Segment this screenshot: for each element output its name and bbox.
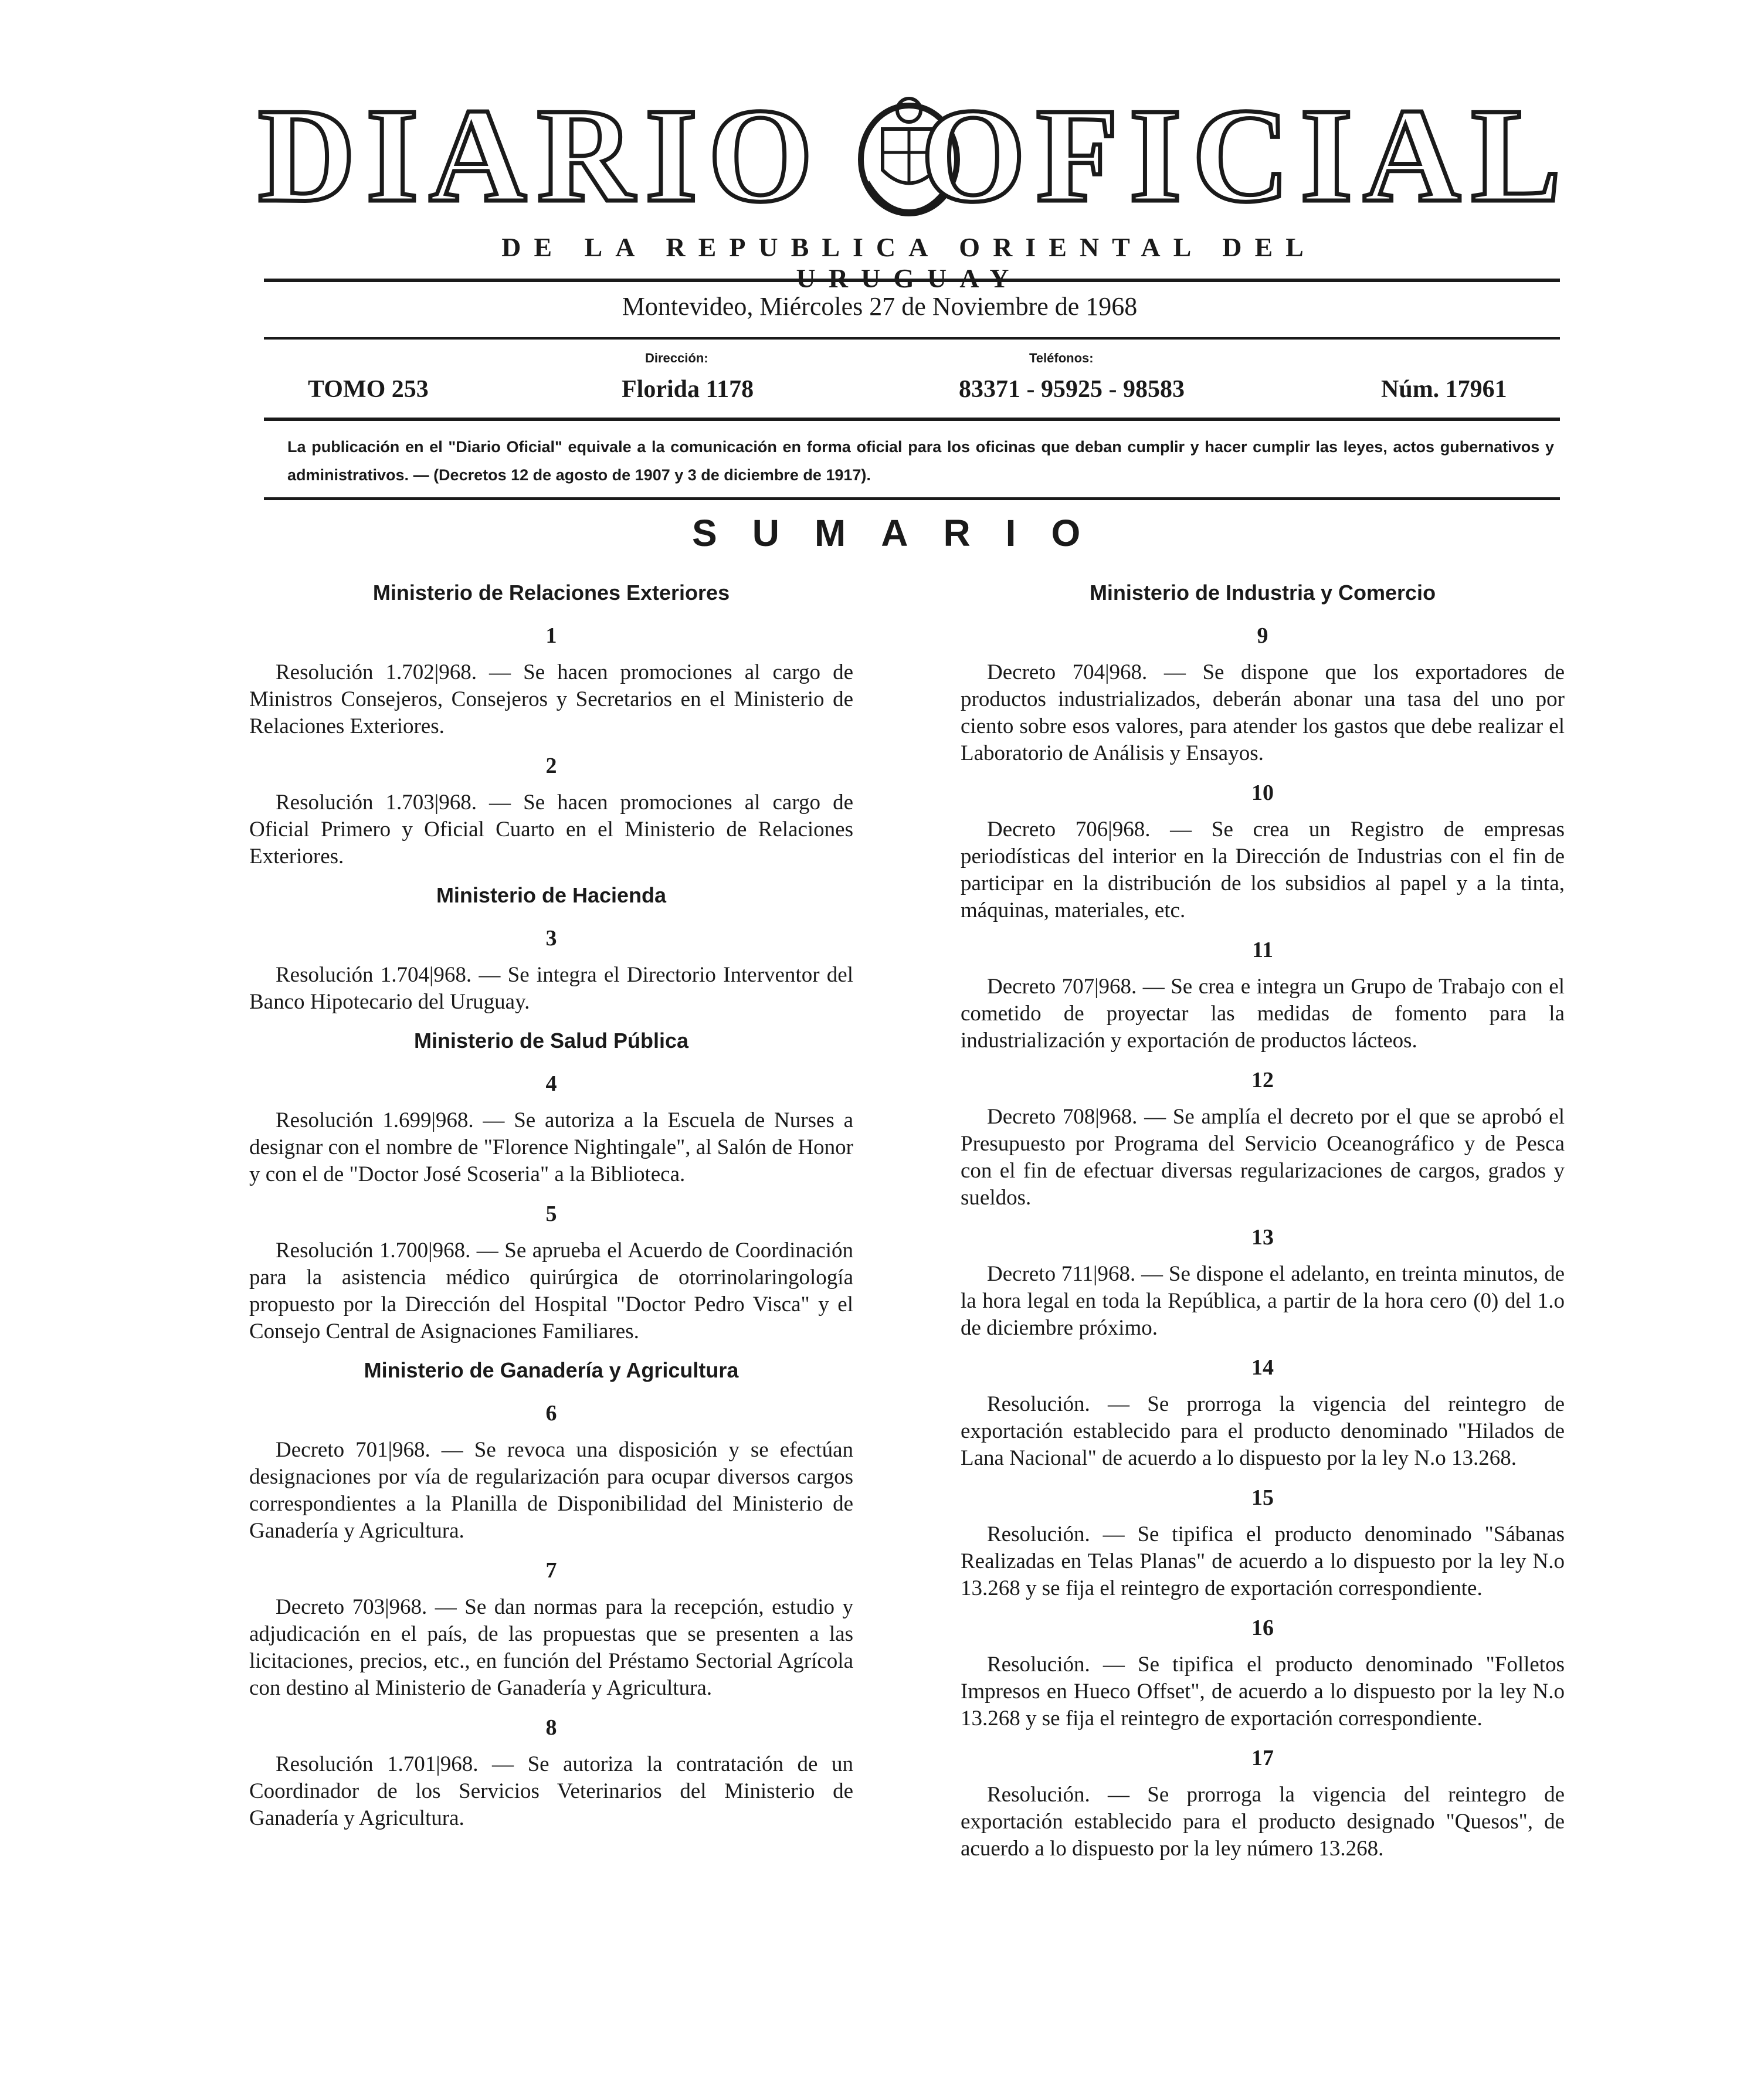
item-number: 2 xyxy=(545,754,557,778)
item-number: 3 xyxy=(545,926,557,951)
item-number: 10 xyxy=(1251,781,1274,805)
masthead xyxy=(258,80,1572,230)
item-number: 7 xyxy=(545,1558,557,1583)
ministry-heading: Ministerio de Industria y Comercio xyxy=(1089,581,1436,605)
summary-entry: Resolución 1.701|968. — Se autoriza la contratación de un Coordinador de los Servicios Veterinarios del Ministerio de Ganadería y Agricultura. xyxy=(249,1752,853,1830)
direccion-label: Dirección: xyxy=(645,351,708,365)
ministry-heading: Ministerio de Salud Pública xyxy=(413,1029,689,1053)
item-number: 5 xyxy=(545,1202,557,1226)
ministry-heading: Ministerio de Relaciones Exteriores xyxy=(372,581,730,605)
item-number: 14 xyxy=(1251,1355,1274,1380)
item-number: 12 xyxy=(1251,1068,1274,1092)
item-number: 16 xyxy=(1251,1616,1274,1640)
summary-entry: Resolución 1.704|968. — Se integra el Directorio Interventor del Banco Hipotecario del Uruguay. xyxy=(249,963,853,1014)
item-number: 17 xyxy=(1251,1746,1274,1770)
masthead-title-oficial: OFICIAL xyxy=(920,80,1572,230)
direccion-value: Florida 1178 xyxy=(622,376,754,403)
divider xyxy=(264,337,1560,340)
divider xyxy=(264,418,1560,421)
summary-column-left xyxy=(249,581,853,1845)
legal-notice: La publicación en el "Diario Oficial" equivale a la comunicación en forma oficial para los oficinas que deban cumplir y hacer cumplir las leyes, actos gubernativos y administrativos. — (Decretos 12 de agosto de 1907 y 3 de diciembre de 1917). xyxy=(287,438,1554,484)
item-number: 9 xyxy=(1257,623,1268,648)
item-number: 1 xyxy=(545,623,557,648)
masthead-title-diario: DIARIO xyxy=(258,80,824,230)
item-number: 13 xyxy=(1251,1225,1274,1250)
item-number: 15 xyxy=(1251,1485,1274,1510)
telefonos-value: 83371 - 95925 - 98583 xyxy=(959,376,1185,403)
summary-entry: Resolución 1.700|968. — Se aprueba el Acuerdo de Coordinación para la asistencia médico quirúrgica de otorrinolaringología propuesto por la Dirección del Hospital "Doctor Pedro Visca" y el Consejo Central de Asignaciones Familiares. xyxy=(249,1239,853,1343)
summary-entry: Decreto 708|968. — Se amplía el decreto por el que se aprobó el Presupuesto por Programa del Servicio Oceanográfico y de Pesca con el fin de efectuar diversas regularizaciones de cargos, grados y sueldos. xyxy=(961,1105,1565,1210)
item-number: 8 xyxy=(545,1715,557,1740)
summary-entry: Decreto 706|968. — Se crea un Registro de empresas periodísticas del interior en la Dirección de Industrias con el fin de participar en la distribución de los subsidios al papel y a la tinta, máquinas, materiales, etc. xyxy=(961,817,1565,922)
summary-entry: Resolución 1.699|968. — Se autoriza a la Escuela de Nurses a designar con el nombre de "Florence Nightingale", al Salón de Honor y con el de "Doctor José Scoseria" a la Biblioteca. xyxy=(249,1108,853,1186)
summary-entry: Resolución. — Se prorroga la vigencia del reintegro de exportación establecido para el producto designado "Quesos", de acuerdo a lo dispuesto por la ley número 13.268. xyxy=(961,1783,1565,1861)
ministry-heading: Ministerio de Ganadería y Agricultura xyxy=(364,1358,739,1382)
summary-entry: Resolución. — Se tipifica el producto denominado "Sábanas Realizadas en Telas Planas" de acuerdo a lo dispuesto por la ley N.o 13.268 y se fija el reintegro de exportación correspondiente. xyxy=(961,1522,1565,1600)
item-number: 11 xyxy=(1252,938,1273,962)
divider xyxy=(264,279,1560,282)
summary-entry: Decreto 704|968. — Se dispone que los exportadores de productos industrializados, deberán abonar una tasa del uno por ciento sobre esos valores, para atender los gastos que debe realizar el Laboratorio de Análisis y Ensayos. xyxy=(961,660,1565,765)
summary-column-right xyxy=(961,581,1565,1875)
summary-entry: Resolución. — Se tipifica el producto denominado "Folletos Impresos en Hueco Offset", de acuerdo a lo dispuesto por la ley N.o 13.268 y se fija el reintegro de exportación correspondiente. xyxy=(961,1653,1565,1730)
summary-entry: Resolución. — Se prorroga la vigencia del reintegro de exportación establecido para el producto denominado "Hilados de Lana Nacional" de acuerdo a lo dispuesto por la ley N.o 13.268. xyxy=(961,1392,1565,1470)
summary-entry: Decreto 701|968. — Se revoca una disposición y se efectúan designaciones por vía de regularización para ocupar diversos cargos correspondientes a la Planilla de Disponibilidad del Ministerio de Ganadería y Agricultura. xyxy=(249,1438,853,1543)
tomo: TOMO 253 xyxy=(308,376,429,403)
summary-entry: Decreto 711|968. — Se dispone el adelanto, en treinta minutos, de la hora legal en toda la República, a partir de la hora cero (0) del 1.o de diciembre próximo. xyxy=(961,1262,1565,1340)
item-number: 6 xyxy=(545,1401,557,1426)
ministry-heading: Ministerio de Hacienda xyxy=(436,883,667,907)
issue-number: Núm. 17961 xyxy=(1381,376,1507,403)
masthead-subtitle: DE LA REPUBLICA ORIENTAL DEL xyxy=(501,232,1317,262)
summary-entry: Decreto 707|968. — Se crea e integra un Grupo de Trabajo con el cometido de proyectar las medidas de fomento para la industrialización y exportación de productos lácteos. xyxy=(961,975,1565,1053)
summary-entry: Decreto 703|968. — Se dan normas para la recepción, estudio y adjudicación en el país, de las propuestas que se presenten a las licitaciones, precios, etc., en función del Préstamo Sectorial Agrícola con destino al Ministerio de Ganadería y Agricultura. xyxy=(249,1595,853,1700)
item-number: 4 xyxy=(545,1071,557,1096)
divider xyxy=(264,497,1560,500)
sumario-heading: SUMARIO xyxy=(692,512,1116,554)
summary-entry: Resolución 1.703|968. — Se hacen promociones al cargo de Oficial Primero y Oficial Cuarto en el Ministerio de Relaciones Exteriores. xyxy=(249,790,853,868)
dateline: Montevideo, Miércoles 27 de Noviembre de 1968 xyxy=(622,292,1138,321)
telefonos-label: Teléfonos: xyxy=(1029,351,1094,365)
summary-entry: Resolución 1.702|968. — Se hacen promociones al cargo de Ministros Consejeros, Consejeros y Secretarios en el Ministerio de Relaciones Exteriores. xyxy=(249,660,853,738)
